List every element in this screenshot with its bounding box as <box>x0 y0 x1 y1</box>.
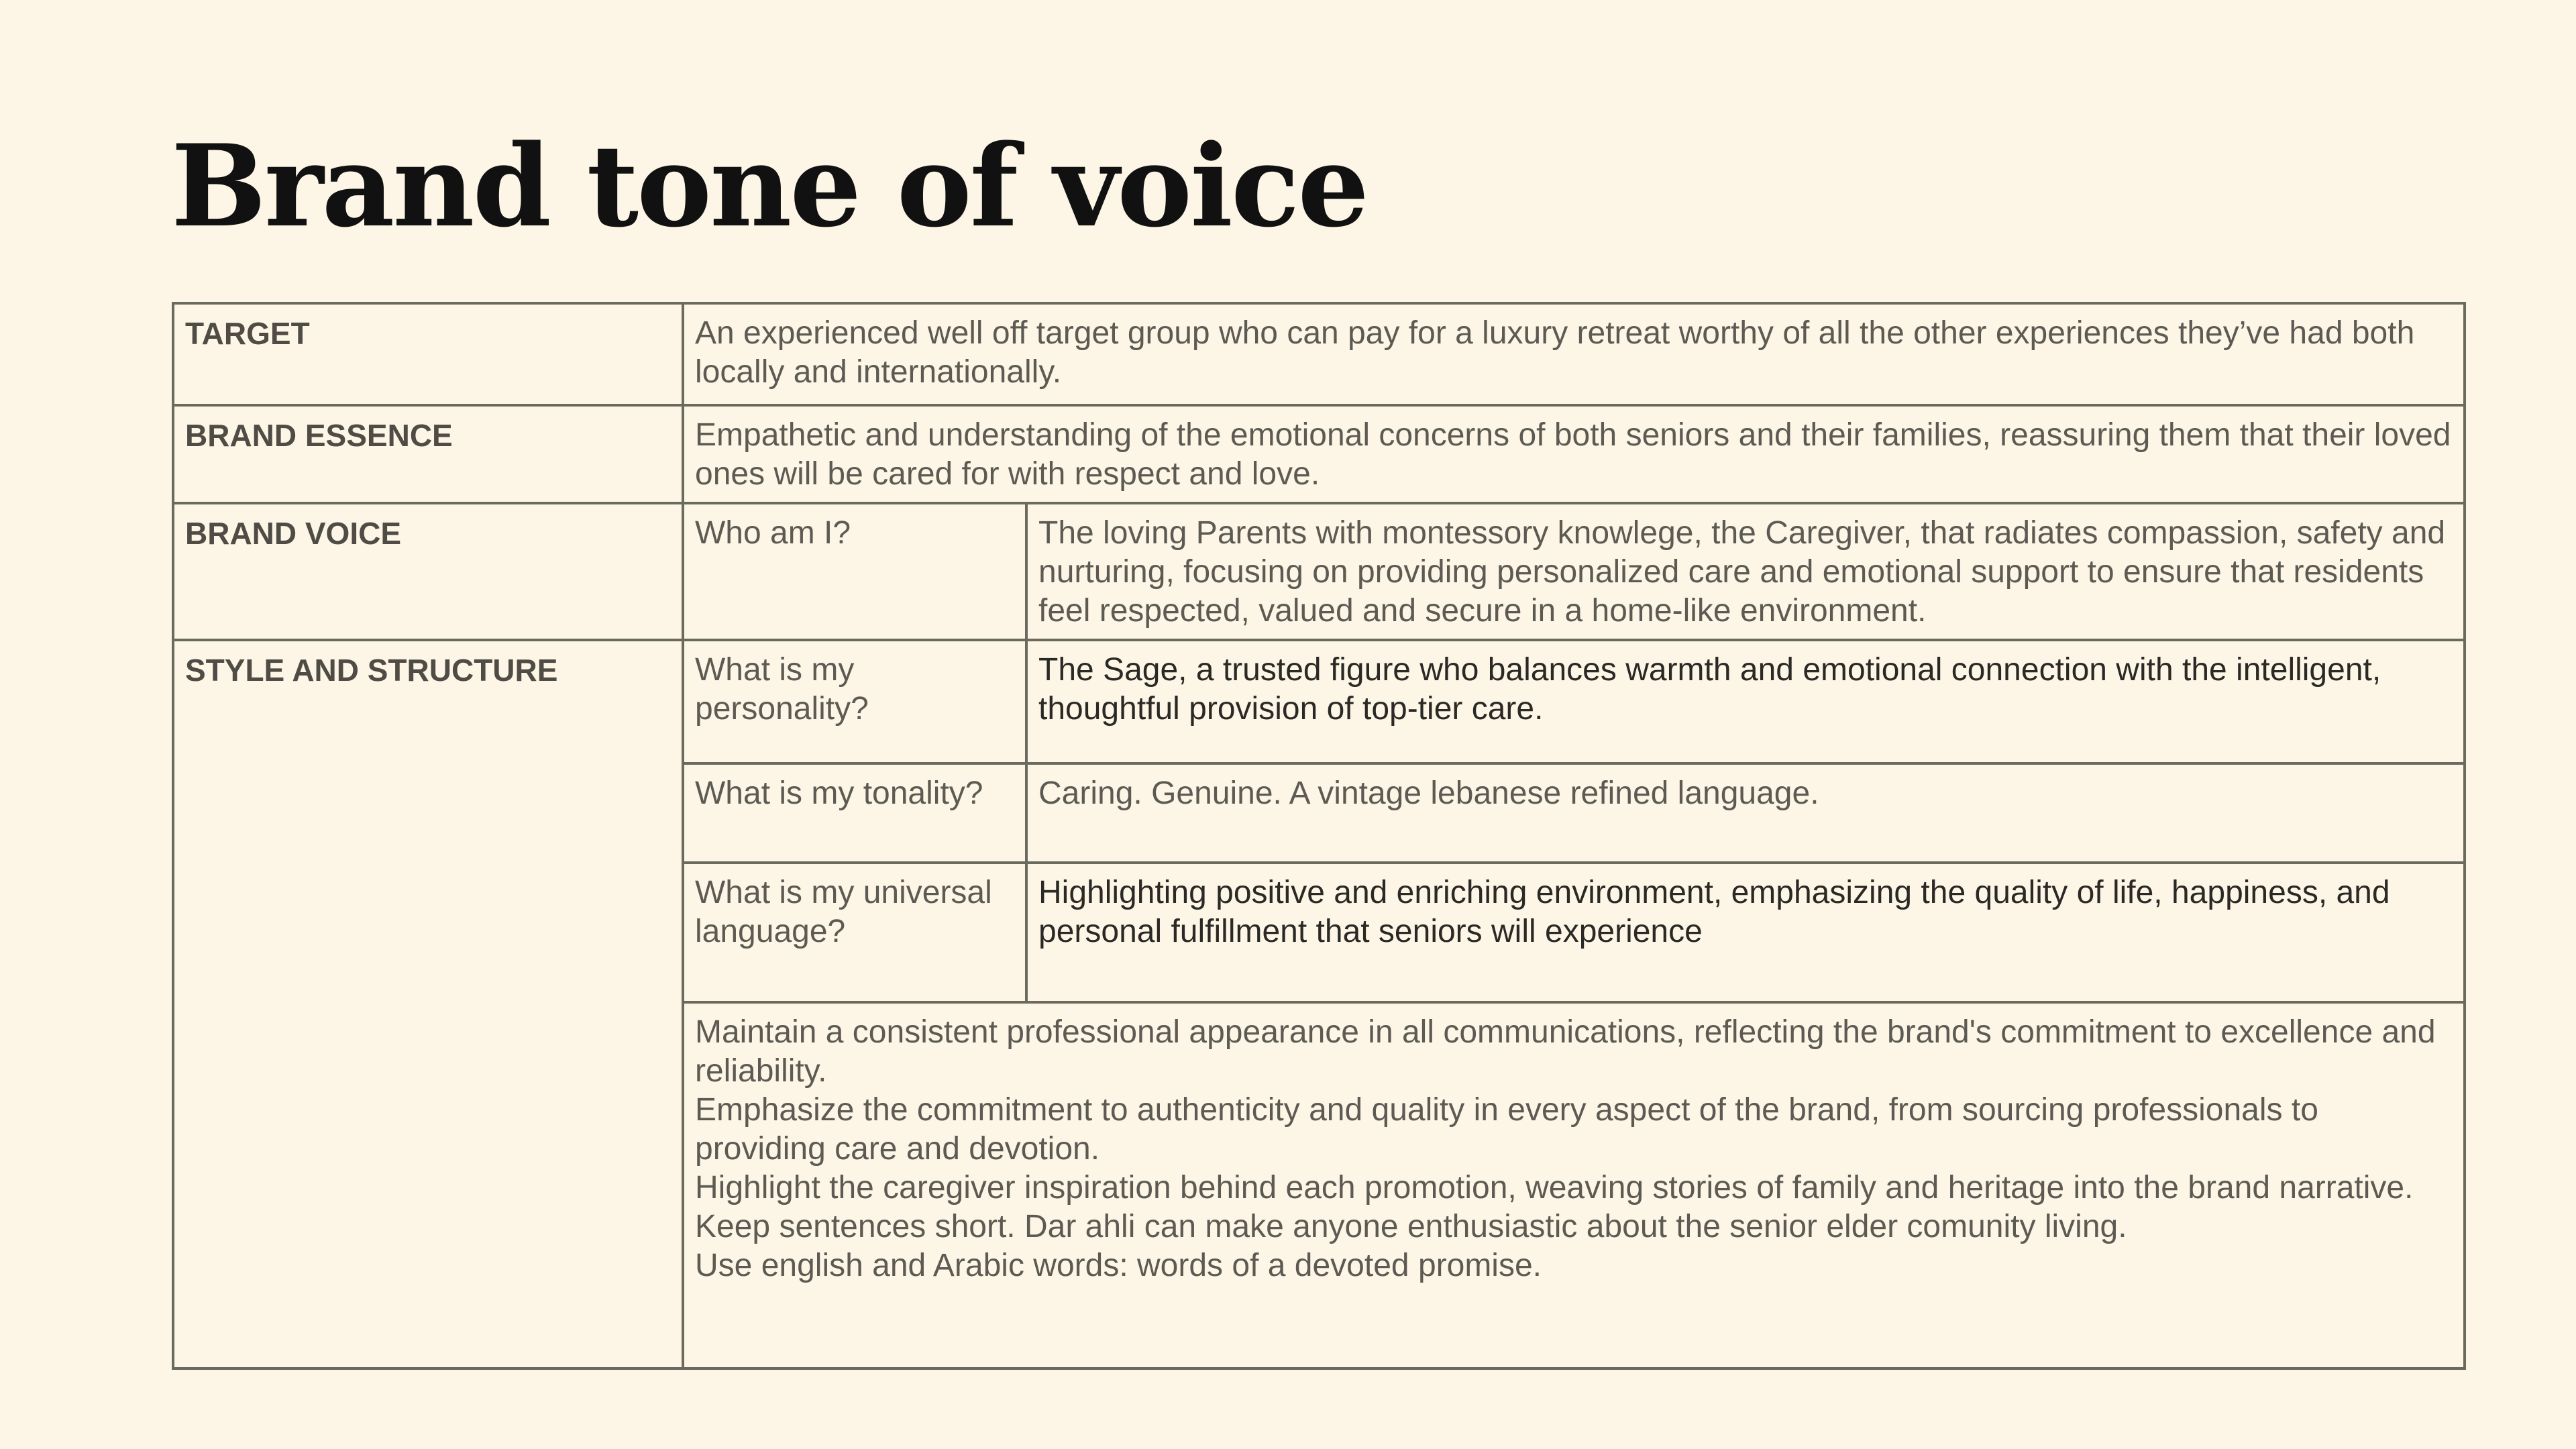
table-row-brand-voice <box>173 503 2465 640</box>
universal-language-answer: Highlighting positive and enriching environment, emphasizing the quality of life, happiness, and personal fulfillment that seniors will experience <box>1026 863 2465 1002</box>
style-note: Use english and Arabic words: words of a devoted promise. <box>695 1248 1542 1283</box>
tonality-answer: Caring. Genuine. A vintage lebanese refined language. <box>1026 763 2465 863</box>
style-notes <box>683 1002 2465 1368</box>
brand-voice-question: Who am I? <box>683 503 1026 640</box>
brand-voice-answer: The loving Parents with montessory knowlege, the Caregiver, that radiates compassion, safety and nurturing, focusing on providing personalized care and emotional support to ensure that residents feel respected, valued and secure in a home-like environment. <box>1026 503 2465 640</box>
page-title: Brand tone of voice <box>171 119 1368 252</box>
table-row-target <box>173 303 2465 405</box>
style-note: Highlight the caregiver inspiration behind each promotion, weaving stories of family and heritage into the brand narrative. <box>695 1170 2414 1205</box>
universal-language-question: What is my universal language? <box>683 863 1026 1002</box>
personality-answer: The Sage, a trusted figure who balances warmth and emotional connection with the intelligent, thoughtful provision of top-tier care. <box>1026 640 2465 763</box>
brand-voice-label: BRAND VOICE <box>173 503 683 640</box>
style-note: Maintain a consistent professional appearance in all communications, reflecting the brand's commitment to excellence and reliability. <box>695 1014 2436 1089</box>
tonality-question: What is my tonality? <box>683 763 1026 863</box>
brand-voice-table <box>172 302 2466 1370</box>
table-row-brand-essence <box>173 405 2465 503</box>
table-row-personality <box>173 640 2465 763</box>
target-label: TARGET <box>173 303 683 405</box>
brand-essence-text: Empathetic and understanding of the emotional concerns of both seniors and their families, reassuring them that their loved ones will be cared for with respect and love. <box>683 405 2465 503</box>
style-note: Keep sentences short. Dar ahli can make anyone enthusiastic about the senior elder comunity living. <box>695 1209 2127 1244</box>
style-structure-label: STYLE AND STRUCTURE <box>173 640 683 1368</box>
personality-question: What is my personality? <box>683 640 1026 763</box>
style-note: Emphasize the commitment to authenticity and quality in every aspect of the brand, from sourcing professionals to providing care and devotion. <box>695 1092 2318 1167</box>
brand-essence-label: BRAND ESSENCE <box>173 405 683 503</box>
target-text: An experienced well off target group who can pay for a luxury retreat worthy of all the other experiences they’ve had both locally and internationally. <box>683 303 2465 405</box>
